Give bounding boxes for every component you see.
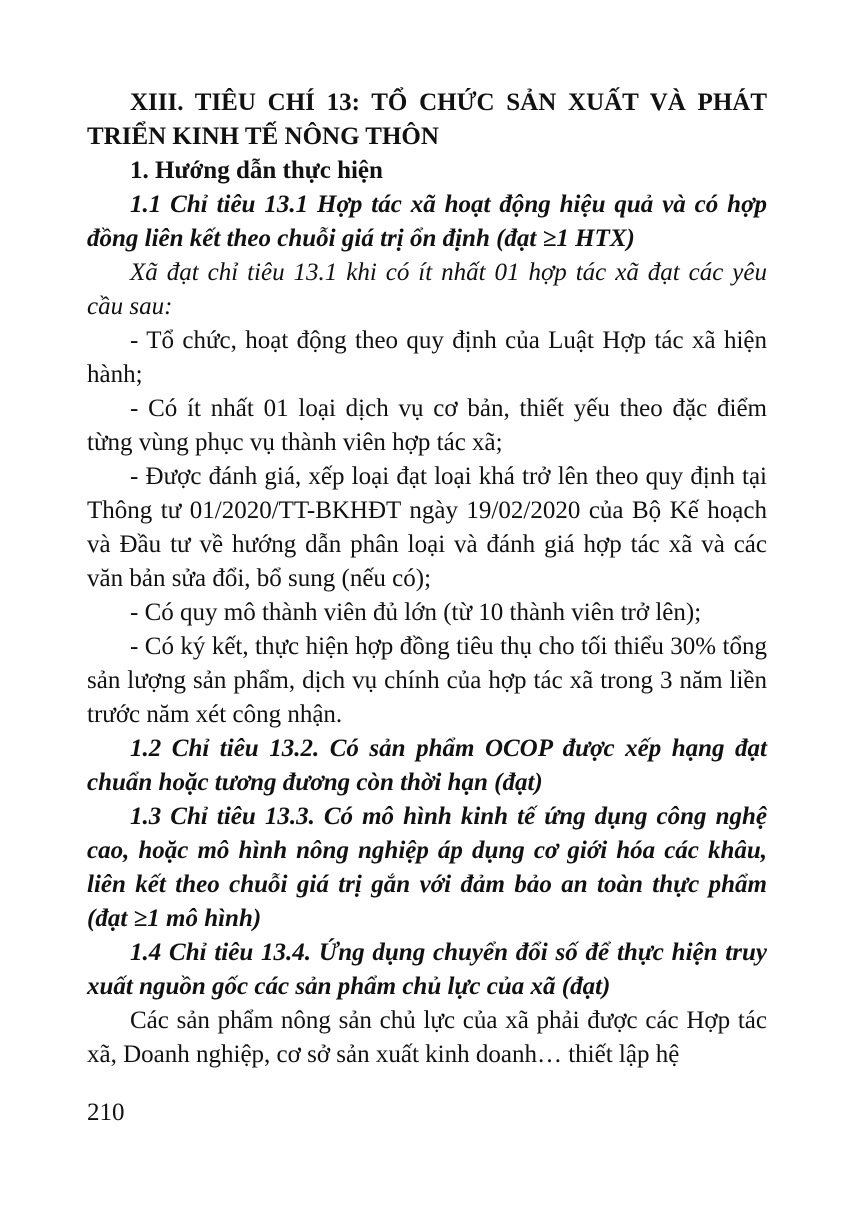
subheading-13-1: 1.1 Chỉ tiêu 13.1 Hợp tác xã hoạt động hiệu quả và có hợp đồng liên kết theo chuỗi giá trị ổn định (đạt ≥1 HTX) — [87, 191, 767, 252]
page-body — [87, 86, 767, 1072]
requirement-item: - Tổ chức, hoạt động theo quy định của Luật Hợp tác xã hiện hành; — [87, 327, 767, 388]
requirement-item: - Có quy mô thành viên đủ lớn (từ 10 thành viên trở lên); — [130, 599, 702, 626]
subheading-13-3: 1.3 Chỉ tiêu 13.3. Có mô hình kinh tế ứng dụng công nghệ cao, hoặc mô hình nông nghiệp áp dụng cơ giới hóa các khâu, liên kết theo chuỗi giá trị gắn với đảm bảo an toàn thực phẩm (đạt ≥1 mô hình) — [87, 803, 767, 932]
page-number: 210 — [87, 1099, 125, 1126]
requirement-item: - Có ký kết, thực hiện hợp đồng tiêu thụ cho tối thiểu 30% tổng sản lượng sản phẩm, dịch vụ chính của hợp tác xã trong 3 năm liền trước năm xét công nhận. — [87, 633, 767, 728]
intro-13-1: Xã đạt chỉ tiêu 13.1 khi có ít nhất 01 hợp tác xã đạt các yêu cầu sau: — [87, 259, 767, 320]
guide-heading: 1. Hướng dẫn thực hiện — [130, 157, 383, 184]
body-13-4: Các sản phẩm nông sản chủ lực của xã phải được các Hợp tác xã, Doanh nghiệp, cơ sở sản xuất kinh doanh… thiết lập hệ — [87, 1007, 767, 1068]
subheading-13-4: 1.4 Chỉ tiêu 13.4. Ứng dụng chuyển đổi số để thực hiện truy xuất nguồn gốc các sản phẩm chủ lực của xã (đạt) — [87, 939, 767, 1000]
subheading-13-2: 1.2 Chỉ tiêu 13.2. Có sản phẩm OCOP được xếp hạng đạt chuẩn hoặc tương đương còn thời hạn (đạt) — [87, 735, 767, 796]
requirement-item: - Có ít nhất 01 loại dịch vụ cơ bản, thiết yếu theo đặc điểm từng vùng phục vụ thành viên hợp tác xã; — [87, 395, 767, 456]
section-title: XIII. TIÊU CHÍ 13: TỔ CHỨC SẢN XUẤT VÀ PHÁT TRIỂN KINH TẾ NÔNG THÔN — [87, 89, 767, 150]
requirement-item: - Được đánh giá, xếp loại đạt loại khá trở lên theo quy định tại Thông tư 01/2020/TT-BKHĐT ngày 19/02/2020 của Bộ Kế hoạch và Đầu tư về hướng dẫn phân loại và đánh giá hợp tác xã và các văn bản sửa đổi, bổ sung (nếu có); — [87, 463, 767, 592]
